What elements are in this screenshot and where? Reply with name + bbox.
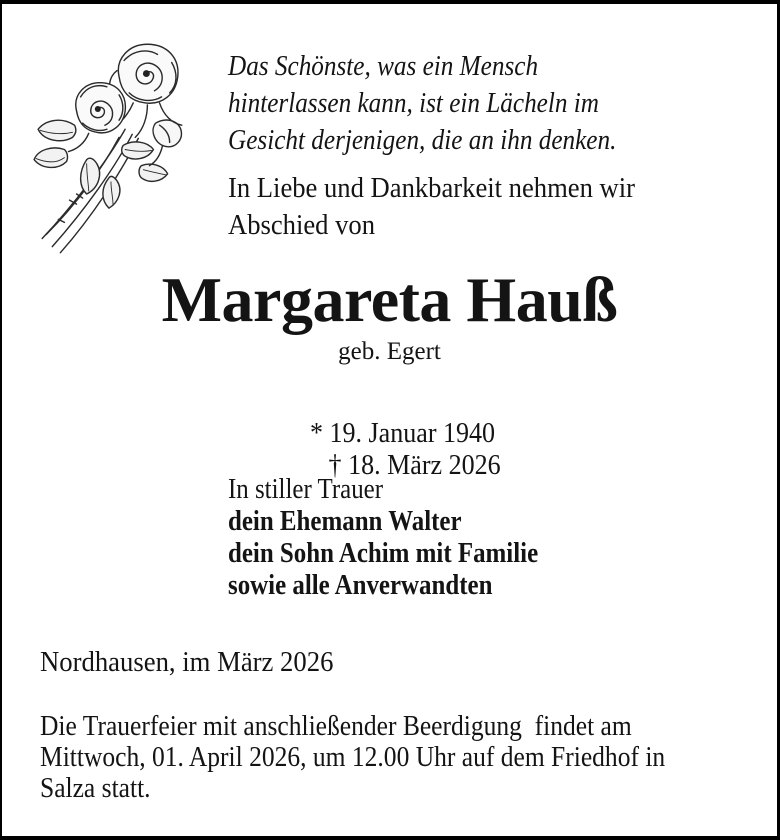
funeral-info-line: Salza statt. xyxy=(40,772,151,804)
birth-date: * 19. Januar 1940 xyxy=(309,418,496,449)
epigraph-line: hinterlassen kann, ist ein Lächeln im xyxy=(228,88,599,119)
place-date-line: Nordhausen, im März 2026 xyxy=(40,646,334,678)
funeral-info-line: Mittwoch, 01. April 2026, um 12.00 Uhr auf dem Friedhof in xyxy=(40,741,666,773)
epigraph-line: Das Schönste, was ein Mensch xyxy=(228,51,539,82)
mourning-section xyxy=(228,474,538,602)
deceased-name: Margareta Hauß xyxy=(161,264,618,335)
intro-line: Abschied von xyxy=(228,210,376,241)
intro-text xyxy=(228,170,635,244)
roses-illustration xyxy=(28,36,200,264)
rose-leaf xyxy=(38,120,76,140)
mourning-intro: In stiller Trauer xyxy=(228,474,384,505)
mourner-line: sowie alle Anverwandten xyxy=(228,570,493,601)
intro-line: In Liebe und Dankbarkeit nehmen wir xyxy=(228,173,636,204)
mourner-line: dein Sohn Achim mit Familie xyxy=(228,538,539,569)
funeral-info xyxy=(40,711,665,804)
mourner-line: dein Ehemann Walter xyxy=(228,506,462,537)
death-date: † 18. März 2026 xyxy=(328,450,501,481)
funeral-info-line: Die Trauerfeier mit anschließender Beerdigung findet am xyxy=(40,710,632,742)
epigraph-verse xyxy=(228,48,616,159)
maiden-name: geb. Egert xyxy=(338,338,441,365)
epigraph-line: Gesicht derjenigen, die an ihn denken. xyxy=(228,125,617,156)
